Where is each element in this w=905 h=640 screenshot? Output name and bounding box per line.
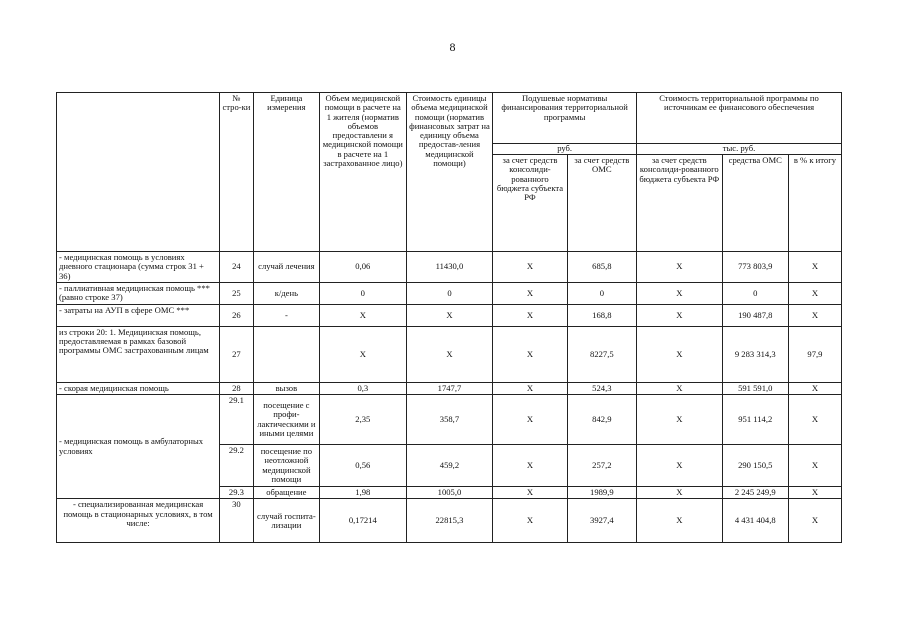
row-budget-thousand: X (637, 282, 723, 304)
row-oms-thousand: 4 431 404,8 (722, 499, 788, 543)
financing-table (56, 92, 842, 543)
row-oms-thousand: 2 245 249,9 (722, 487, 788, 499)
header-row-1 (57, 93, 842, 144)
row-unit: случай лечения (253, 252, 319, 283)
row-unit: случай госпита-лизации (253, 499, 319, 543)
row-oms-rub: 3927,4 (567, 499, 636, 543)
row-volume: 0,06 (320, 252, 407, 283)
row-percent: X (788, 304, 841, 326)
table-row (57, 304, 842, 326)
table-row (57, 499, 842, 543)
row-cost: 358,7 (406, 395, 493, 445)
row-oms-thousand: 773 803,9 (722, 252, 788, 283)
row-cost: 459,2 (406, 445, 493, 487)
row-budget-rub: X (493, 499, 567, 543)
row-oms-thousand: 290 150,5 (722, 445, 788, 487)
row-cost: 1747,7 (406, 382, 493, 394)
row-number: 30 (220, 499, 254, 543)
row-percent: X (788, 499, 841, 543)
row-oms-thousand: 0 (722, 282, 788, 304)
header-row-number: № стро-ки (220, 93, 254, 252)
row-percent: X (788, 252, 841, 283)
table-row (57, 282, 842, 304)
header-budget-thousand: за счет средств консолиди-рованного бюджета субъекта РФ (637, 155, 723, 252)
row-oms-rub: 0 (567, 282, 636, 304)
table-row (57, 326, 842, 382)
row-volume: 0,17214 (320, 499, 407, 543)
header-volume: Объем медицинской помощи в расчете на 1 жителя (норматив объемов предоставлени я медицинской помощи в расчете на 1 застрахованное лицо) (320, 93, 407, 252)
row-budget-thousand: X (637, 499, 723, 543)
header-unit-rub: руб. (493, 144, 637, 155)
row-percent: X (788, 395, 841, 445)
header-name (57, 93, 220, 252)
row-oms-rub: 842,9 (567, 395, 636, 445)
row-unit: посещение по неотложной медицинской помощи (253, 445, 319, 487)
row-number: 26 (220, 304, 254, 326)
row-budget-rub: X (493, 304, 567, 326)
row-oms-rub: 257,2 (567, 445, 636, 487)
table-row (57, 252, 842, 283)
row-unit (253, 326, 319, 382)
row-oms-thousand: 951 114,2 (722, 395, 788, 445)
header-percent: в % к итогу (788, 155, 841, 252)
row-budget-thousand: X (637, 395, 723, 445)
row-budget-rub: X (493, 252, 567, 283)
row-cost: 22815,3 (406, 499, 493, 543)
row-budget-rub: X (493, 382, 567, 394)
row-percent: X (788, 382, 841, 394)
row-volume: 0 (320, 282, 407, 304)
table-row (57, 382, 842, 394)
row-unit: - (253, 304, 319, 326)
row-number: 24 (220, 252, 254, 283)
row-percent: X (788, 445, 841, 487)
row-percent: X (788, 487, 841, 499)
row-oms-rub: 1989,9 (567, 487, 636, 499)
row-budget-rub: X (493, 326, 567, 382)
row-name: - медицинская помощь в условиях дневного стационара (сумма строк 31 + 36) (57, 252, 220, 283)
row-volume: 0,56 (320, 445, 407, 487)
row-number: 29.2 (220, 445, 254, 487)
row-budget-rub: X (493, 445, 567, 487)
row-number: 29.3 (220, 487, 254, 499)
row-unit: посещение с профи-лактическими и иными целями (253, 395, 319, 445)
row-number: 28 (220, 382, 254, 394)
row-cost: X (406, 326, 493, 382)
header-per-capita-group: Подушевые нормативы финансирования территориальной программы (493, 93, 637, 144)
row-budget-thousand: X (637, 252, 723, 283)
row-oms-rub: 168,8 (567, 304, 636, 326)
row-unit: вызов (253, 382, 319, 394)
row-cost: 1005,0 (406, 487, 493, 499)
row-oms-thousand: 591 591,0 (722, 382, 788, 394)
row-volume: X (320, 326, 407, 382)
row-budget-thousand: X (637, 382, 723, 394)
row-budget-thousand: X (637, 487, 723, 499)
ambulatory-name: - медицинская помощь в амбулаторных условиях (57, 395, 220, 499)
row-name: из строки 20: 1. Медицинская помощь, предоставляемая в рамках базовой программы ОМС застрахованным лицам (57, 326, 220, 382)
row-unit: к/день (253, 282, 319, 304)
row-oms-rub: 524,3 (567, 382, 636, 394)
row-oms-rub: 685,8 (567, 252, 636, 283)
row-oms-rub: 8227,5 (567, 326, 636, 382)
row-percent: 97,9 (788, 326, 841, 382)
row-volume: 2,35 (320, 395, 407, 445)
header-unit: Единица измерения (253, 93, 319, 252)
row-budget-thousand: X (637, 304, 723, 326)
row-cost: 11430,0 (406, 252, 493, 283)
row-oms-thousand: 9 283 314,3 (722, 326, 788, 382)
row-volume: X (320, 304, 407, 326)
row-number: 25 (220, 282, 254, 304)
row-name: - специализированная медицинская помощь в стационарных условиях, в том числе: (57, 499, 220, 543)
row-percent: X (788, 282, 841, 304)
row-name: - паллиативная медицинская помощь *** (равно строке 37) (57, 282, 220, 304)
row-budget-thousand: X (637, 326, 723, 382)
header-cost: Стоимость единицы объема медицинской помощи (норматив финансовых затрат на единицу объема предостав-ления медицинской помощи) (406, 93, 493, 252)
row-cost: X (406, 304, 493, 326)
row-budget-thousand: X (637, 445, 723, 487)
row-volume: 0,3 (320, 382, 407, 394)
row-cost: 0 (406, 282, 493, 304)
row-unit: обращение (253, 487, 319, 499)
row-number: 27 (220, 326, 254, 382)
header-oms-rub: за счет средств ОМС (567, 155, 636, 252)
page-number: 8 (449, 40, 456, 54)
table-row (57, 395, 842, 445)
header-unit-thousand-rub: тыс. руб. (637, 144, 842, 155)
row-budget-rub: X (493, 487, 567, 499)
header-sources-group: Стоимость территориальной программы по источникам ее финансового обеспечения (637, 93, 842, 144)
row-number: 29.1 (220, 395, 254, 445)
header-budget-rub: за счет средств консолиди-рованного бюджета субъекта РФ (493, 155, 567, 252)
header-oms-thousand: средства ОМС (722, 155, 788, 252)
row-name: - затраты на АУП в сфере ОМС *** (57, 304, 220, 326)
row-oms-thousand: 190 487,8 (722, 304, 788, 326)
row-budget-rub: X (493, 395, 567, 445)
row-budget-rub: X (493, 282, 567, 304)
row-name: - скорая медицинская помощь (57, 382, 220, 394)
row-volume: 1,98 (320, 487, 407, 499)
